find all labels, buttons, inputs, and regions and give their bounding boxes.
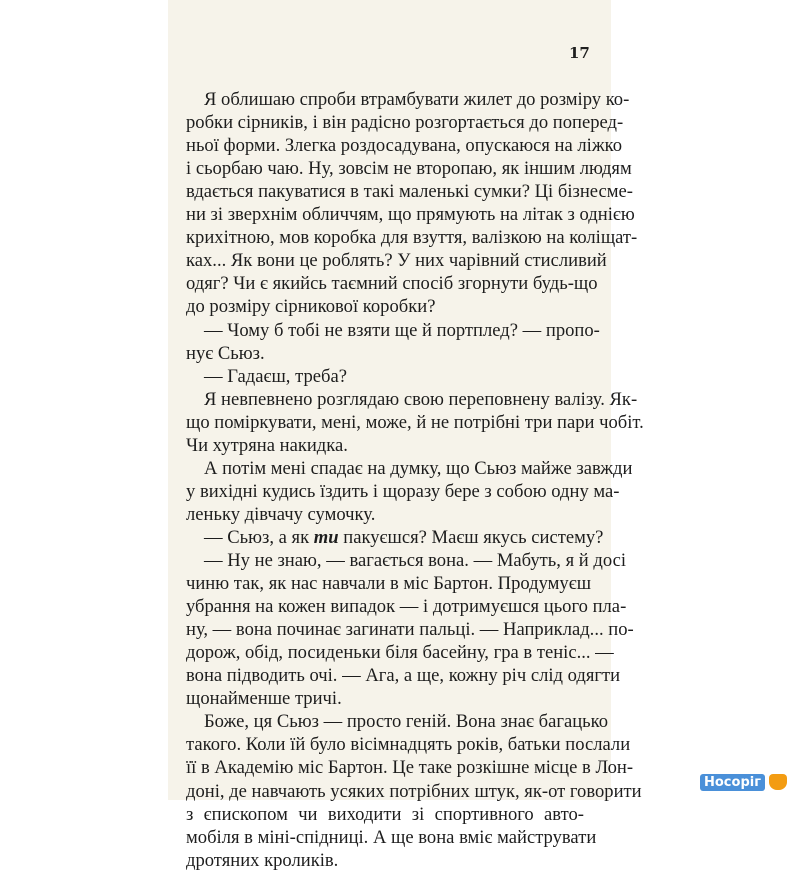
watermark-logo-text: Носоріг xyxy=(700,774,765,791)
text-line: дорож, обід, посиденьки біля басейну, гра в теніс... — xyxy=(186,642,614,664)
text-line: її в Академію міс Бартон. Це таке розкішне місце в Лон- xyxy=(186,757,634,779)
text-line: — Чому б тобі не взяти ще й портплед? — пропо- xyxy=(204,319,600,341)
text-line: ни зі зверхнім обличчям, що прямують на літак з однією xyxy=(186,204,635,226)
text-line: ну, — вона починає загинати пальці. — Наприклад... по- xyxy=(186,619,634,641)
text-line: — Сьюз, а як ти пакуєшся? Маєш якусь систему? xyxy=(204,526,604,548)
text-line: що поміркувати, мені, може, й не потрібні три пари чобіт. xyxy=(186,411,644,433)
text-line: Боже, ця Сьюз — просто геній. Вона знає багацько xyxy=(204,711,609,733)
text-line: Чи хутряна накидка. xyxy=(186,434,348,456)
text-line: А потім мені спадає на думку, що Сьюз майже завжди xyxy=(204,457,633,479)
text-line: леньку дівчачу сумочку. xyxy=(186,503,376,525)
text-line: — Ну не знаю, — вагається вона. — Мабуть, я й досі xyxy=(204,550,627,571)
text-line: такого. Коли їй було вісімнадцять років, батьки послали xyxy=(186,734,631,756)
text-line: дротяних кроликів. xyxy=(186,849,339,871)
text-line: убрання на кожен випадок — і дотримуєшся цього пла- xyxy=(186,596,627,618)
text-line: вдається пакуватися в такі маленькі сумки? Ці бізнесме- xyxy=(186,181,633,203)
text-line: щонайменше тричі. xyxy=(186,688,342,710)
text-line: Я невпевнено розглядаю свою переповнену валізу. Як- xyxy=(204,388,638,410)
text-line: і сьорбаю чаю. Ну, зовсім не второпаю, як іншим людям xyxy=(186,158,632,180)
text-line: ках... Як вони це роблять? У них чарівний стисливий xyxy=(186,250,607,272)
text-line: — Гадаєш, треба? xyxy=(204,365,347,387)
text-line: вона підводить очі. — Ага, а ще, кожну річ слід одягти xyxy=(186,665,621,687)
text-line: доні, де навчають усяких потрібних штук, як-от говорити xyxy=(186,780,642,802)
text-line: крихітною, мов коробка для взуття, валізкою на коліщат- xyxy=(186,227,638,249)
text-line: у вихідні кудись їздить і щоразу бере з собою одну ма- xyxy=(186,480,620,502)
watermark xyxy=(700,770,792,794)
text-line: до розміру сірникової коробки? xyxy=(186,296,436,318)
text-line: нує Сьюз. xyxy=(186,342,265,364)
rhino-logo-icon xyxy=(769,774,787,790)
text-line: одяг? Чи є якийсь таємний спосіб згорнути будь-що xyxy=(186,273,598,295)
page-number: 17 xyxy=(569,44,590,62)
text-line: мобіля в міні-спідниці. А ще вона вміє майструвати xyxy=(186,826,597,848)
text-line: з єпископом чи виходити зі спортивного авто- xyxy=(186,803,584,825)
text-line: чиню так, як нас навчали в міс Бартон. Продумуєш xyxy=(186,573,592,595)
text-line: ньої форми. Злегка роздосадувана, опускаюся на ліжко xyxy=(186,135,623,157)
text-line: робки сірників, і він радісно розгортається до поперед- xyxy=(186,112,624,134)
text-line: Я облишаю спроби втрамбувати жилет до розміру ко- xyxy=(204,89,630,110)
